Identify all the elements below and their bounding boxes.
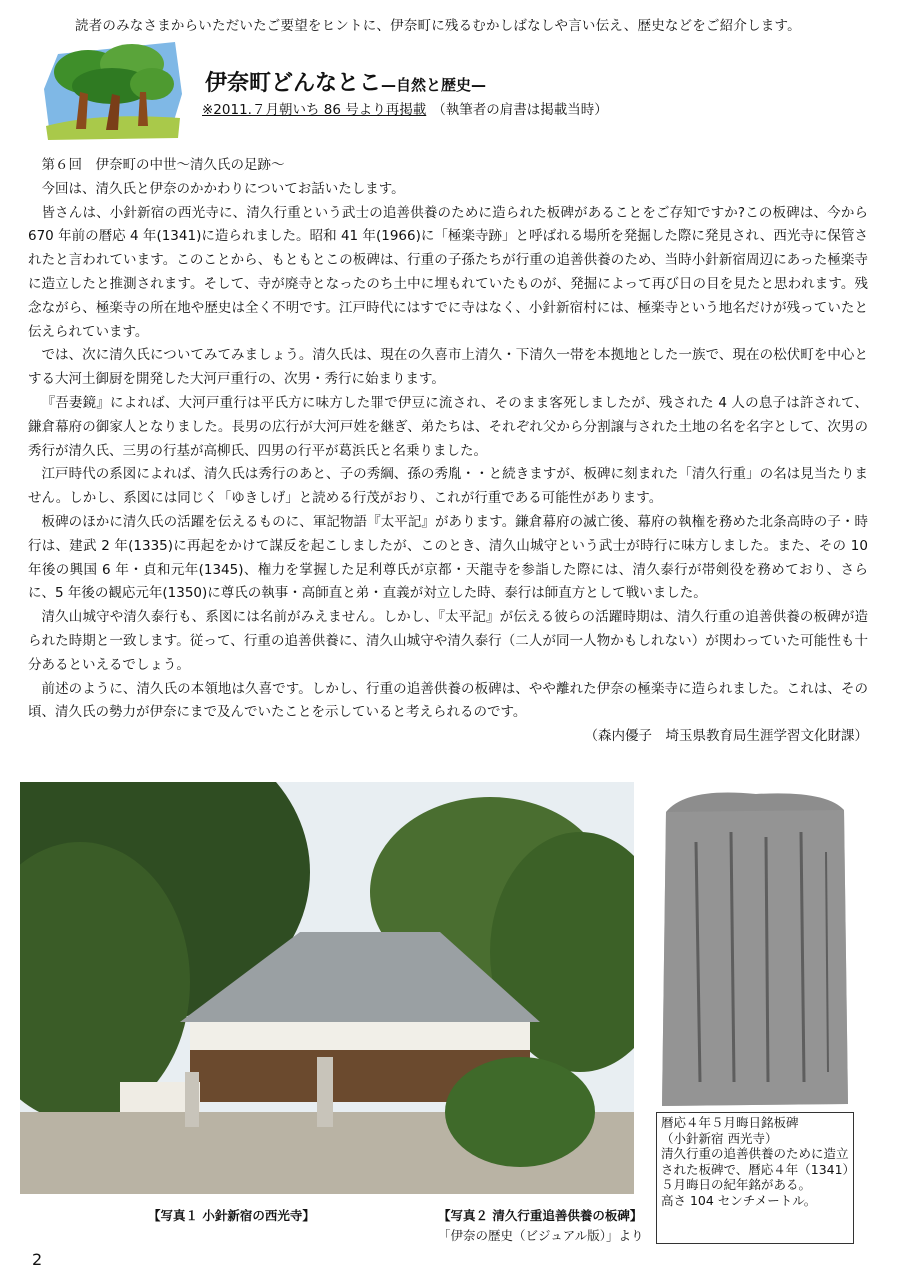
itabi-stone-photo — [656, 782, 852, 1112]
caption-line: 清久行重の追善供養のために造立された板碑で、暦応４年（1341）５月晦日の紀年銘がある。 — [661, 1146, 849, 1192]
paragraph: では、次に清久氏についてみてみましょう。清久氏は、現在の久喜市上清久・下清久一帯を本拠地とした一族で、現在の松伏町を中心とする大河土御厨を開発した大河戸重行の、次男・秀行に始まります。 — [28, 347, 868, 388]
author-title-note: （執筆者の肩書は掲載当時） — [432, 102, 608, 118]
temple-photo — [20, 782, 634, 1194]
paragraph: 前述のように、清久氏の本領地は久喜です。しかし、行重の追善供養の板碑は、やや離れた伊奈の極楽寺に造られました。これは、その頃、清久氏の勢力が伊奈にまで及んでいたことを示していると考えられるのです。 — [28, 680, 868, 721]
paragraph: 今回は、清久氏と伊奈のかかわりについてお話いたします。 — [41, 180, 405, 197]
subtitle — [202, 98, 608, 118]
photo1-caption: 【写真１ 小針新宿の西光寺】 — [148, 1208, 315, 1223]
paragraph: 『吾妻鏡』によれば、大河戸重行は平氏方に味方した罪で伊豆に流され、そのまま客死しましたが、残された 4 人の息子は許されて、鎌倉幕府の御家人となりました。長男の広行が大河戸姓を継ぎ、弟たちは、それぞれ父から分割譲与された土地の名を名字として、次男の秀行が清久氏、三男の行基が高柳氏、四男の行平が葛浜氏と名乗りました。 — [28, 394, 868, 459]
photo2-caption: 【写真２ 清久行重追善供養の板碑】 — [438, 1208, 643, 1223]
caption-line: 高さ 104 センチメートル。 — [661, 1192, 817, 1208]
paragraph: 江戸時代の系図によれば、清久氏は秀行のあと、子の秀綱、孫の秀胤・・と続きますが、板碑に刻まれた「清久行重」の名は見当たりません。しかし、系図には同じく「ゆきしげ」と読める行茂がおり、これが行重である可能性があります。 — [28, 466, 868, 507]
caption-line: （小針新宿 西光寺） — [661, 1130, 778, 1146]
page-title — [205, 66, 486, 97]
paragraph: 板碑のほかに清久氏の活躍を伝えるものに、軍記物語『太平記』があります。鎌倉幕府の滅亡後、幕府の執権を務めた北条高時の子・時行は、建武 2 年(1335)に再起をかけて謀反を起こしましたが、このとき、清久山城守という武士が時行に味方しました。また、その 10 年後の興国 6 年・貞和元年(1345)、権力を掌握した足利尊氏が京都・天龍寺を参詣した際には、清久泰行が帯剣役を務めており、さらに、5 年後の観応元年(1350)に尊氏の執事・高師直と弟・直義が対立した時、泰行は師直方として戦いました。 — [28, 513, 868, 602]
itabi-caption-box — [656, 1112, 854, 1244]
intro-text: 読者のみなさまからいただいたご要望をヒントに、伊奈町に残るむかしばなしや言い伝え、歴史などをご紹介します。 — [75, 18, 801, 34]
author-credit: （森内優子 埼玉県教育局生涯学習文化財課） — [584, 728, 868, 745]
title-main: 伊奈町どんなとこ — [205, 71, 382, 96]
paragraph: 皆さんは、小針新宿の西光寺に、清久行重という武士の追善供養のために造られた板碑があることをご存知ですか?この板碑は、今から 670 年前の暦応 4 年(1341)に造られました。昭和 41 年(1966)に「極楽寺跡」と呼ばれる場所を発掘した際に発見され、西光寺に保管されたと言われています。このことから、もともとこの板碑は、行重の子孫たちが行重の追善供養のため、当時小針新宿周辺にあった極楽寺に造立したと推測されます。そして、寺が廃寺となったのち土中に埋もれていたものが、発掘によって再び日の目を見たと思われます。残念ながら、極楽寺の所在地や歴史は全く不明です。江戸時代にはすでに寺はなく、小針新宿村には、極楽寺という地名だけが残っていたと伝えられています。 — [28, 204, 868, 340]
page-number: 2 — [32, 1250, 43, 1269]
republish-note: ※2011.７月朝いち 86 号より再掲載 — [202, 102, 427, 118]
paragraph: 清久山城守や清久泰行も、系図には名前がみえません。しかし、『太平記』が伝える彼らの活躍時期は、清久行重の追善供養の板碑が造られた時期と一致します。従って、行重の追善供養に、清久山城守や清久泰行（二人が同一人物かもしれない）が関わっていた可能性も十分あるといえるでしょう。 — [28, 609, 868, 673]
article-heading: 第６回 伊奈町の中世～清久氏の足跡～ — [41, 157, 285, 173]
title-sub: —自然と歴史— — [381, 76, 487, 94]
trees-illustration — [40, 34, 190, 142]
photo2-source: 「伊奈の歴史（ビジュアル版）」より — [438, 1228, 644, 1243]
article-body — [28, 154, 868, 749]
caption-line: 暦応４年５月晦日銘板碑 — [661, 1115, 799, 1130]
